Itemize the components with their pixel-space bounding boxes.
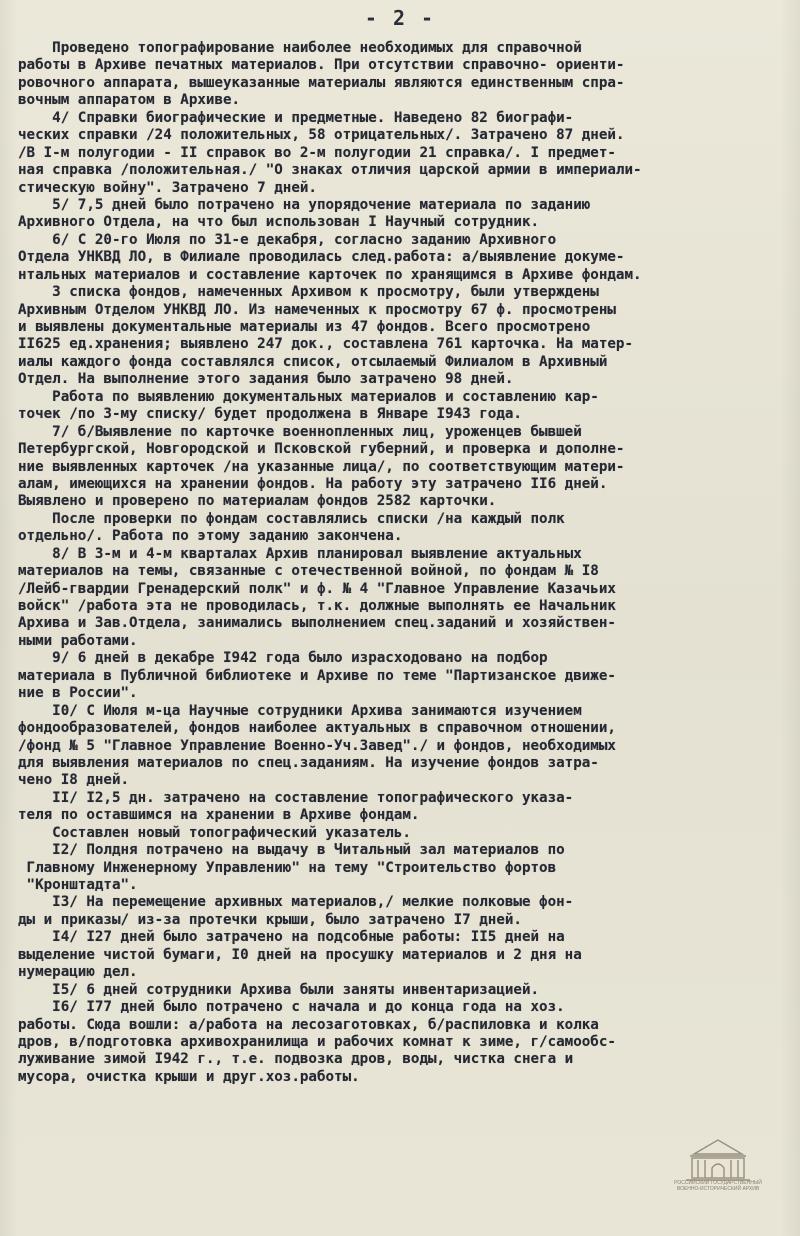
text-line: выделение чистой бумаги, I0 дней на просушку материалов и 2 дня на [18, 946, 582, 963]
text-line: отдельно/. Работа по этому заданию закончена. [18, 528, 403, 545]
text-line: I2/ Полдня потрачено на выдачу в Читальный зал материалов по [18, 842, 565, 859]
stamp-building-arch [712, 1164, 724, 1178]
text-line: 5/ 7,5 дней было потрачено на упорядочение материала по заданию [18, 196, 591, 213]
text-line: алам, имеющихся на хранении фондов. На работу эту затрачено II6 дней. [18, 475, 608, 492]
text-line: Составлен новый топографический указатель. [18, 824, 411, 841]
text-line: войск" /работа эта не проводилась, т.к. должные выполнять ее Начальник [18, 598, 616, 614]
text-line: 3 списка фондов, намеченных Архивом к просмотру, были утверждены [18, 284, 599, 301]
text-line: Отдела УНКВД ЛО, в Филиале проводилась след.работа: а/выявление докуме- [18, 249, 625, 266]
text-line: Петербургской, Новгородской и Псковской губерний, и проверка и дополне- [18, 441, 625, 458]
text-line: нтальных материалов и составление карточек по хранящимся в Архиве фондам. [18, 266, 642, 283]
text-line: Отдел. На выполнение этого задания было затрачено 98 дней. [18, 371, 514, 388]
text-line: вочным аппаратом в Архиве. [18, 92, 241, 109]
text-line: теля по оставшимся на хранении в Архиве фондам. [18, 807, 420, 824]
archive-stamp-text: РОССИЙСКИЙ ГОСУДАРСТВЕННЫЙ ВОЕННО-ИСТОРИЧЕСКИЙ АРХИВ [674, 1180, 762, 1192]
text-line: Работа по выявлению документальных материалов и составлению кар- [18, 388, 599, 405]
text-line: ние в России". [18, 685, 138, 702]
stamp-building-pediment [694, 1140, 742, 1154]
text-line: Архивным Отделом УНКВД ЛО. Из намеченных к просмотру 67 ф. просмотрены [18, 301, 616, 318]
text-line: чено I8 дней. [18, 772, 130, 789]
text-line: материалов на темы, связанные с отечественной войной, по фондам № I8 [18, 563, 599, 580]
text-line: I4/ I27 дней было затрачено на подсобные работы: II5 дней на [18, 929, 565, 946]
text-line: фондообразователей, фондов наиболее актуальных в справочном отношении, [18, 720, 616, 737]
text-line: ными работами. [18, 632, 138, 649]
document-body [18, 40, 778, 1086]
text-line: 4/ Справки биографические и предметные. Наведено 82 биографи- [18, 109, 574, 126]
text-line: и выявлены документальные материалы из 47 фондов. Всего просмотрено [18, 319, 591, 335]
text-line: ние выявленных карточек /на указанные лица/, по соответствующим матери- [18, 458, 625, 475]
text-line: ная справка /положительная./ "О знаках отличия царской армии в империали- [18, 162, 642, 179]
text-line: ческих справки /24 положительных, 58 отрицательных/. Затрачено 87 дней. [18, 127, 625, 144]
text-line: луживание зимой I942 г., т.е. подвозка дров, воды, чистка снега и [18, 1051, 574, 1068]
text-line: Проведено топографирование наиболее необходимых для справочной [18, 40, 582, 56]
text-line: Архива и Зав.Отдела, занимались выполнением спец.заданий и хозяйствен- [18, 615, 616, 632]
text-line: иалы каждого фонда составлялся список, отсылаемый Филиалом в Архивный [18, 353, 608, 370]
text-line: II/ I2,5 дн. затрачено на составление топографического указа- [18, 789, 574, 806]
text-line: дров, в/подготовка архивохранилища и рабочих комнат к зиме, г/самообс- [18, 1033, 616, 1050]
text-line: для выявления материалов по спец.заданиям. На изучение фондов затра- [18, 754, 599, 771]
stamp-building-body [692, 1158, 744, 1178]
text-line: /фонд № 5 "Главное Управление Военно-Уч.Завед"./ и фондов, необходимых [18, 737, 616, 754]
text-line: нумерацию дел. [18, 964, 138, 981]
text-line: ровочного аппарата, вышеуказанные материалы являются единственным спра- [18, 74, 625, 91]
text-line: материала в Публичной библиотеке и Архиве по теме "Партизанское движе- [18, 667, 616, 684]
text-line: /В I-м полугодии - II справок во 2-м полугодии 21 справка/. I предмет- [18, 144, 616, 161]
text-line: Выявлено и проверено по материалам фондов 2582 карточки. [18, 493, 497, 510]
text-line: ды и приказы/ из-за протечки крыши, было затрачено I7 дней. [18, 911, 522, 928]
text-line: 8/ В 3-м и 4-м кварталах Архив планировал выявление актуальных [18, 545, 582, 562]
text-line: Архивного Отдела, на что был использован I Научный сотрудник. [18, 214, 540, 231]
text-line: I6/ I77 дней было потрачено с начала и до конца года на хоз. [18, 999, 565, 1016]
text-line: I0/ С Июля м-ца Научные сотрудники Архива занимаются изучением [18, 702, 582, 719]
text-line: После проверки по фондам составлялись списки /на каждый полк [18, 510, 565, 527]
text-line: работы. Сюда вошли: а/работа на лесозаготовках, б/распиловка и колка [18, 1016, 599, 1033]
text-line: точек /по 3-му списку/ будет продолжена в Январе I943 года. [18, 406, 522, 423]
text-line: стическую войну". Затрачено 7 дней. [18, 179, 317, 196]
text-line: /Лейб-гвардии Гренадерский полк" и ф. № 4 "Главное Управление Казачьих [18, 580, 616, 597]
text-line: I3/ На перемещение архивных материалов,/ мелкие полковые фон- [18, 894, 574, 911]
text-line: 7/ б/Выявление по карточке военнопленных лиц, уроженцев бывшей [18, 423, 582, 440]
text-line: 6/ С 20-го Июля по 31-е декабря, согласно заданию Архивного [18, 231, 557, 248]
page-number: - 2 - [364, 6, 436, 30]
text-line: Главному Инженерному Управлению" на тему "Строительство фортов [18, 859, 557, 876]
text-line: I5/ 6 дней сотрудники Архива были заняты инвентаризацией. [18, 981, 540, 998]
text-line: мусора, очистка крыши и друг.хоз.работы. [18, 1068, 360, 1085]
text-line: II625 ед.хранения; выявлено 247 док., составлена 761 карточка. На матер- [18, 336, 633, 353]
archive-logo-stamp [668, 1132, 768, 1224]
text-line: "Кронштадта". [18, 877, 138, 893]
text-line: работы в Архиве печатных материалов. При отсутствии справочно- ориенти- [18, 57, 625, 74]
text-line: 9/ 6 дней в декабре I942 года было израсходовано на подбор [18, 650, 548, 667]
